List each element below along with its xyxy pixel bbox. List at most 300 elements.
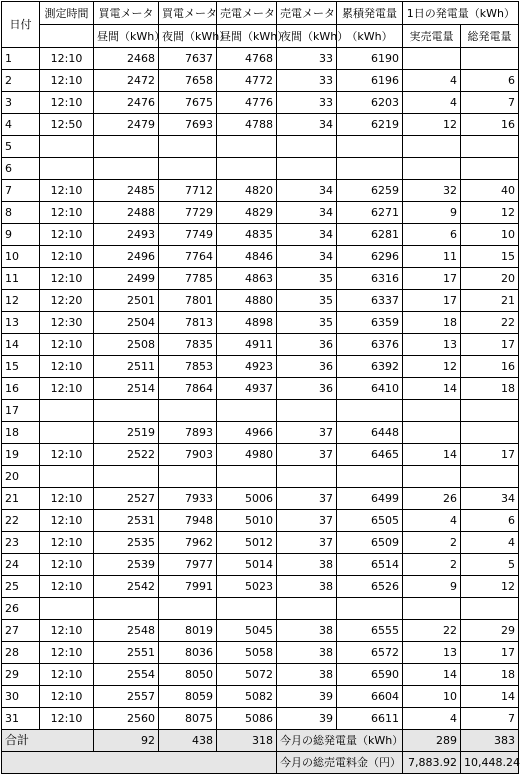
buy-day-cell: 2501 (94, 290, 159, 312)
time-cell: 12:10 (40, 334, 94, 356)
cumulative-cell: 6448 (337, 422, 403, 444)
sold-cell: 4 (403, 70, 461, 92)
buy-day-cell: 2557 (94, 686, 159, 708)
time-cell: 12:10 (40, 708, 94, 730)
gen-cell (461, 422, 519, 444)
sell-night-cell: 39 (277, 686, 337, 708)
gen-cell: 16 (461, 114, 519, 136)
sell-night-cell: 38 (277, 620, 337, 642)
time-cell: 12:10 (40, 642, 94, 664)
day-cell: 26 (2, 598, 40, 620)
buy-night-cell (159, 136, 217, 158)
sold-cell (403, 48, 461, 70)
time-cell: 12:10 (40, 246, 94, 268)
sell-night-cell: 38 (277, 554, 337, 576)
sell-night-cell (277, 158, 337, 180)
buy-night-cell: 7903 (159, 444, 217, 466)
buy-night-cell: 7893 (159, 422, 217, 444)
sell-night-cell (277, 400, 337, 422)
sold-cell: 14 (403, 378, 461, 400)
sell-day-cell (217, 466, 277, 488)
month-gen-label: 今月の総発電量（kWh） (277, 730, 403, 752)
subheader-buy-day: 昼間（kWh） (94, 25, 159, 48)
day-cell: 5 (2, 136, 40, 158)
sold-cell: 9 (403, 576, 461, 598)
header-day: 日付 (2, 2, 40, 48)
buy-day-cell: 2499 (94, 268, 159, 290)
buy-day-cell: 2508 (94, 334, 159, 356)
sell-day-cell: 4911 (217, 334, 277, 356)
sell-night-cell: 34 (277, 224, 337, 246)
sell-night-cell: 38 (277, 576, 337, 598)
total-buy-night: 438 (159, 730, 217, 752)
time-cell: 12:50 (40, 114, 94, 136)
sell-night-cell: 34 (277, 246, 337, 268)
day-cell: 9 (2, 224, 40, 246)
sell-night-cell: 37 (277, 510, 337, 532)
total-gen: 383 (461, 730, 519, 752)
total-buy-day: 92 (94, 730, 159, 752)
time-cell: 12:10 (40, 202, 94, 224)
sell-day-cell: 5006 (217, 488, 277, 510)
gen-cell: 10 (461, 224, 519, 246)
cumulative-cell: 6514 (337, 554, 403, 576)
time-cell (40, 400, 94, 422)
buy-day-cell (94, 598, 159, 620)
buy-night-cell: 7658 (159, 70, 217, 92)
sold-cell: 10 (403, 686, 461, 708)
buy-night-cell: 7853 (159, 356, 217, 378)
sell-night-cell: 34 (277, 202, 337, 224)
gen-cell: 5 (461, 554, 519, 576)
gen-cell: 6 (461, 510, 519, 532)
power-log-table (1, 1, 519, 774)
cumulative-cell: 6590 (337, 664, 403, 686)
time-cell: 12:10 (40, 620, 94, 642)
day-cell: 31 (2, 708, 40, 730)
subheader-total-gen: 総発電量 (461, 25, 519, 48)
gen-cell (461, 48, 519, 70)
gen-cell: 18 (461, 664, 519, 686)
sell-night-cell: 37 (277, 532, 337, 554)
cumulative-cell: 6281 (337, 224, 403, 246)
cumulative-cell (337, 466, 403, 488)
gen-cell: 40 (461, 180, 519, 202)
gen-cell: 22 (461, 312, 519, 334)
buy-day-cell: 2468 (94, 48, 159, 70)
buy-day-cell: 2496 (94, 246, 159, 268)
table-row (2, 378, 519, 400)
sold-cell (403, 158, 461, 180)
sold-cell: 2 (403, 554, 461, 576)
sell-day-cell: 5014 (217, 554, 277, 576)
sell-day-cell: 5012 (217, 532, 277, 554)
sell-night-cell: 38 (277, 664, 337, 686)
buy-night-cell: 7675 (159, 92, 217, 114)
cumulative-cell: 6219 (337, 114, 403, 136)
cumulative-cell: 6465 (337, 444, 403, 466)
sold-cell: 22 (403, 620, 461, 642)
buy-night-cell: 7948 (159, 510, 217, 532)
cumulative-cell: 6190 (337, 48, 403, 70)
time-cell (40, 136, 94, 158)
day-cell: 10 (2, 246, 40, 268)
table-row (2, 620, 519, 642)
time-cell (40, 466, 94, 488)
table-body (2, 48, 519, 730)
buy-night-cell: 7864 (159, 378, 217, 400)
buy-night-cell (159, 158, 217, 180)
day-cell: 22 (2, 510, 40, 532)
sold-cell: 9 (403, 202, 461, 224)
buy-day-cell (94, 158, 159, 180)
buy-night-cell: 7991 (159, 576, 217, 598)
buy-night-cell: 8036 (159, 642, 217, 664)
day-cell: 29 (2, 664, 40, 686)
sell-day-cell: 5023 (217, 576, 277, 598)
day-cell: 24 (2, 554, 40, 576)
buy-night-cell (159, 598, 217, 620)
buy-night-cell: 7729 (159, 202, 217, 224)
sell-day-cell: 5082 (217, 686, 277, 708)
header-daily-group: 1日の発電量（kWh） (403, 2, 519, 25)
sell-day-cell: 5010 (217, 510, 277, 532)
sell-day-cell: 4937 (217, 378, 277, 400)
sold-cell: 13 (403, 334, 461, 356)
sell-night-cell: 33 (277, 92, 337, 114)
table-row (2, 488, 519, 510)
day-cell: 21 (2, 488, 40, 510)
sold-cell: 12 (403, 114, 461, 136)
sold-cell: 17 (403, 268, 461, 290)
table-row (2, 400, 519, 422)
sold-cell: 26 (403, 488, 461, 510)
table-row (2, 554, 519, 576)
table-row (2, 708, 519, 730)
cumulative-cell: 6509 (337, 532, 403, 554)
table-row (2, 202, 519, 224)
sell-night-cell: 38 (277, 642, 337, 664)
gen-cell: 17 (461, 642, 519, 664)
cumulative-cell: 6296 (337, 246, 403, 268)
time-cell: 12:10 (40, 70, 94, 92)
gen-cell: 18 (461, 378, 519, 400)
gen-cell: 20 (461, 268, 519, 290)
day-cell: 14 (2, 334, 40, 356)
gen-cell: 15 (461, 246, 519, 268)
day-cell: 2 (2, 70, 40, 92)
sell-night-cell (277, 136, 337, 158)
day-cell: 1 (2, 48, 40, 70)
buy-night-cell: 8050 (159, 664, 217, 686)
sell-day-cell: 4788 (217, 114, 277, 136)
sell-day-cell: 4966 (217, 422, 277, 444)
gen-cell (461, 598, 519, 620)
day-cell: 6 (2, 158, 40, 180)
gen-cell (461, 136, 519, 158)
buy-night-cell: 8059 (159, 686, 217, 708)
buy-night-cell: 7712 (159, 180, 217, 202)
table-row (2, 114, 519, 136)
table-row (2, 70, 519, 92)
buy-day-cell (94, 466, 159, 488)
sold-cell: 4 (403, 708, 461, 730)
sold-cell (403, 598, 461, 620)
table-row (2, 532, 519, 554)
buy-day-cell: 2535 (94, 532, 159, 554)
time-cell: 12:10 (40, 180, 94, 202)
buy-night-cell (159, 400, 217, 422)
time-cell: 12:10 (40, 268, 94, 290)
buy-night-cell: 7933 (159, 488, 217, 510)
time-cell: 12:10 (40, 356, 94, 378)
gen-cell: 7 (461, 708, 519, 730)
buy-day-cell: 2560 (94, 708, 159, 730)
time-cell: 12:10 (40, 576, 94, 598)
buy-day-cell: 2548 (94, 620, 159, 642)
sold-cell: 4 (403, 92, 461, 114)
gen-cell: 4 (461, 532, 519, 554)
day-cell: 11 (2, 268, 40, 290)
buy-day-cell: 2476 (94, 92, 159, 114)
cumulative-cell: 6392 (337, 356, 403, 378)
sell-day-cell: 4980 (217, 444, 277, 466)
time-cell: 12:10 (40, 686, 94, 708)
gen-cell: 34 (461, 488, 519, 510)
table-row (2, 334, 519, 356)
day-cell: 18 (2, 422, 40, 444)
sold-cell: 14 (403, 664, 461, 686)
cumulative-cell: 6499 (337, 488, 403, 510)
time-cell: 12:10 (40, 554, 94, 576)
day-cell: 7 (2, 180, 40, 202)
fee-row (2, 752, 519, 774)
gen-cell: 21 (461, 290, 519, 312)
gen-cell: 16 (461, 356, 519, 378)
cumulative-cell: 6316 (337, 268, 403, 290)
cumulative-cell: 6611 (337, 708, 403, 730)
sell-day-cell: 4863 (217, 268, 277, 290)
sold-cell (403, 400, 461, 422)
sell-night-cell (277, 466, 337, 488)
day-cell: 12 (2, 290, 40, 312)
sell-day-cell: 4880 (217, 290, 277, 312)
table-row (2, 356, 519, 378)
time-cell: 12:20 (40, 290, 94, 312)
buy-night-cell (159, 466, 217, 488)
sell-day-cell (217, 598, 277, 620)
sell-day-cell: 4772 (217, 70, 277, 92)
sold-cell: 11 (403, 246, 461, 268)
sold-cell (403, 422, 461, 444)
sell-night-cell: 36 (277, 356, 337, 378)
time-cell (40, 158, 94, 180)
sold-cell: 13 (403, 642, 461, 664)
time-cell: 12:10 (40, 444, 94, 466)
subheader-row (2, 25, 519, 48)
buy-day-cell: 2511 (94, 356, 159, 378)
table-row (2, 158, 519, 180)
sell-day-cell: 4768 (217, 48, 277, 70)
sell-day-cell: 4846 (217, 246, 277, 268)
header-buy-day: 買電メータ (94, 2, 159, 25)
table-row (2, 598, 519, 620)
time-cell: 12:10 (40, 532, 94, 554)
buy-night-cell: 7637 (159, 48, 217, 70)
sold-cell: 4 (403, 510, 461, 532)
sell-night-cell: 37 (277, 488, 337, 510)
sell-day-cell: 4829 (217, 202, 277, 224)
sell-day-cell (217, 136, 277, 158)
buy-day-cell (94, 400, 159, 422)
sell-night-cell: 39 (277, 708, 337, 730)
cumulative-cell: 6376 (337, 334, 403, 356)
cumulative-cell (337, 158, 403, 180)
table-row (2, 422, 519, 444)
cumulative-cell: 6203 (337, 92, 403, 114)
sold-cell: 32 (403, 180, 461, 202)
buy-day-cell: 2539 (94, 554, 159, 576)
header-sell-day: 売電メータ (217, 2, 277, 25)
header-cumulative: 累積発電量 (337, 2, 403, 25)
table-row (2, 92, 519, 114)
buy-night-cell: 8075 (159, 708, 217, 730)
time-cell: 12:10 (40, 48, 94, 70)
subheader-sold: 実売電量 (403, 25, 461, 48)
day-cell: 23 (2, 532, 40, 554)
buy-night-cell: 7962 (159, 532, 217, 554)
sell-day-cell: 4898 (217, 312, 277, 334)
cumulative-cell: 6555 (337, 620, 403, 642)
buy-night-cell: 7813 (159, 312, 217, 334)
cumulative-cell (337, 598, 403, 620)
cumulative-cell: 6337 (337, 290, 403, 312)
fee-blank (2, 752, 277, 774)
time-cell: 12:10 (40, 92, 94, 114)
buy-day-cell (94, 136, 159, 158)
gen-cell: 29 (461, 620, 519, 642)
gen-cell: 17 (461, 444, 519, 466)
sold-cell: 17 (403, 290, 461, 312)
buy-night-cell: 7785 (159, 268, 217, 290)
day-cell: 19 (2, 444, 40, 466)
buy-day-cell: 2554 (94, 664, 159, 686)
buy-night-cell: 7835 (159, 334, 217, 356)
gen-cell: 6 (461, 70, 519, 92)
subheader-buy-night: 夜間（kWh） (159, 25, 217, 48)
buy-night-cell: 8019 (159, 620, 217, 642)
buy-day-cell: 2519 (94, 422, 159, 444)
gen-cell: 14 (461, 686, 519, 708)
sold-cell: 18 (403, 312, 461, 334)
total-sold: 289 (403, 730, 461, 752)
fee-gen: 10,448.24 (461, 752, 519, 774)
table-row (2, 246, 519, 268)
time-cell: 12:10 (40, 664, 94, 686)
table-row (2, 664, 519, 686)
day-cell: 17 (2, 400, 40, 422)
table-row (2, 510, 519, 532)
day-cell: 30 (2, 686, 40, 708)
total-row (2, 730, 519, 752)
subheader-time (40, 25, 94, 48)
time-cell: 12:10 (40, 378, 94, 400)
table-row (2, 444, 519, 466)
day-cell: 8 (2, 202, 40, 224)
sell-night-cell: 37 (277, 422, 337, 444)
buy-day-cell: 2504 (94, 312, 159, 334)
sell-night-cell: 33 (277, 48, 337, 70)
buy-day-cell: 2531 (94, 510, 159, 532)
table-row (2, 224, 519, 246)
sell-night-cell: 34 (277, 114, 337, 136)
header-sell-night: 売電メータ (277, 2, 337, 25)
subheader-cumulative: （kWh） (337, 25, 403, 48)
table-row (2, 48, 519, 70)
time-cell: 12:10 (40, 488, 94, 510)
header-buy-night: 買電メータ (159, 2, 217, 25)
time-cell: 12:30 (40, 312, 94, 334)
sold-cell: 6 (403, 224, 461, 246)
table-row (2, 576, 519, 598)
sell-day-cell: 5058 (217, 642, 277, 664)
buy-night-cell: 7693 (159, 114, 217, 136)
cumulative-cell: 6196 (337, 70, 403, 92)
sell-day-cell: 4835 (217, 224, 277, 246)
table-row (2, 180, 519, 202)
gen-cell (461, 400, 519, 422)
buy-day-cell: 2493 (94, 224, 159, 246)
sell-night-cell (277, 598, 337, 620)
cumulative-cell: 6526 (337, 576, 403, 598)
cumulative-cell (337, 400, 403, 422)
sell-night-cell: 35 (277, 312, 337, 334)
sold-cell (403, 136, 461, 158)
buy-day-cell: 2472 (94, 70, 159, 92)
gen-cell (461, 158, 519, 180)
buy-day-cell: 2522 (94, 444, 159, 466)
sold-cell: 14 (403, 444, 461, 466)
time-cell (40, 422, 94, 444)
gen-cell: 17 (461, 334, 519, 356)
buy-night-cell: 7801 (159, 290, 217, 312)
fee-sold: 7,883.92 (403, 752, 461, 774)
total-label: 合計 (2, 730, 94, 752)
buy-day-cell: 2485 (94, 180, 159, 202)
sell-night-cell: 35 (277, 290, 337, 312)
day-cell: 4 (2, 114, 40, 136)
fee-label: 今月の総売電料金（円） (277, 752, 403, 774)
time-cell: 12:10 (40, 510, 94, 532)
buy-day-cell: 2479 (94, 114, 159, 136)
cumulative-cell: 6271 (337, 202, 403, 224)
sell-day-cell: 4776 (217, 92, 277, 114)
day-cell: 3 (2, 92, 40, 114)
sold-cell: 12 (403, 356, 461, 378)
sell-day-cell: 5086 (217, 708, 277, 730)
cumulative-cell: 6259 (337, 180, 403, 202)
sell-day-cell (217, 158, 277, 180)
table-row (2, 466, 519, 488)
total-sell-day: 318 (217, 730, 277, 752)
buy-night-cell: 7977 (159, 554, 217, 576)
sell-night-cell: 33 (277, 70, 337, 92)
sold-cell (403, 466, 461, 488)
day-cell: 20 (2, 466, 40, 488)
cumulative-cell: 6410 (337, 378, 403, 400)
subheader-sell-night: 夜間（kWh） (277, 25, 337, 48)
sold-cell: 2 (403, 532, 461, 554)
